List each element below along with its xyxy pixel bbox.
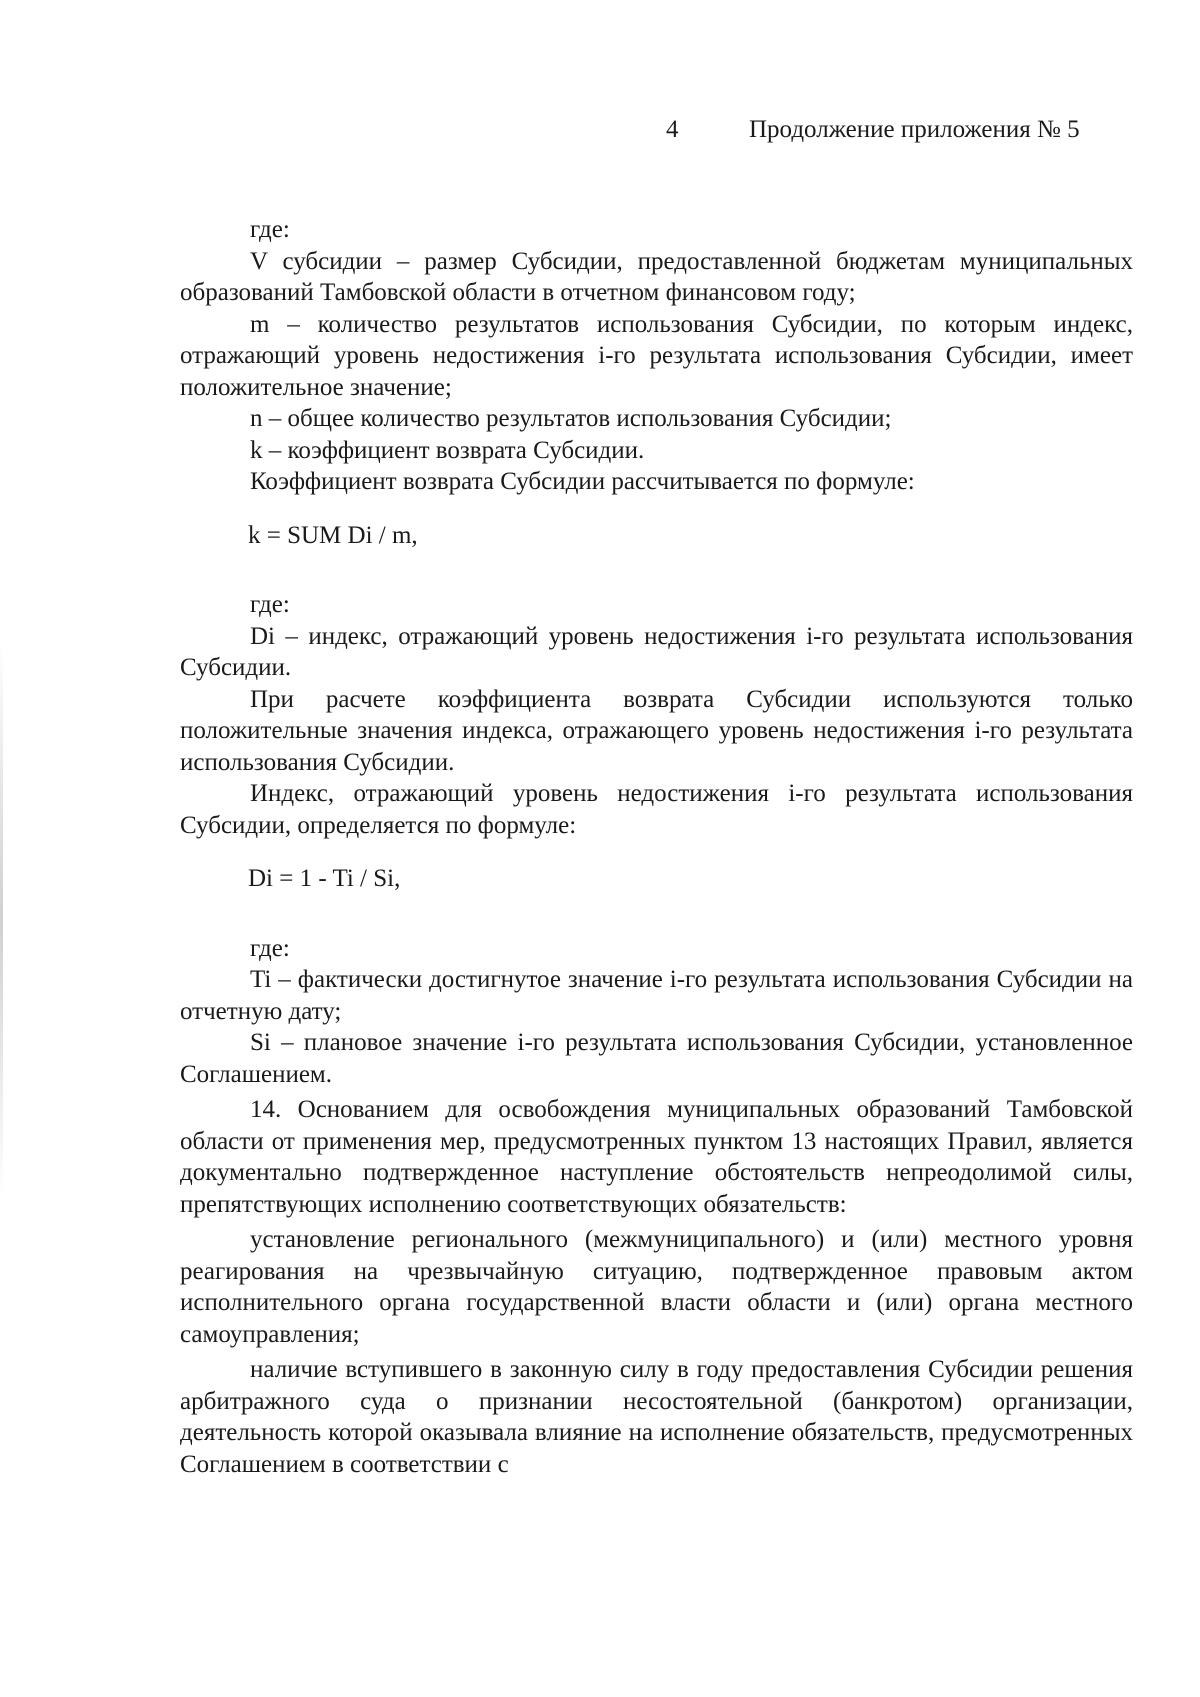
definition-v: V субсидии – размер Субсидии, предоставленной бюджетам муниципальных образований Тамбовской области в отчетном финансовом году;	[180, 247, 1133, 306]
definition-n: n – общее количество результатов использования Субсидии;	[250, 405, 892, 432]
scan-edge-shadow	[0, 640, 3, 1200]
positive-values-note: При расчете коэффициента возврата Субсидии используются только положительные значения индекса, отражающего уровень недостижения i-го результата использования Субсидии.	[180, 685, 1133, 776]
paragraph-14-item-bankruptcy: наличие вступившего в законную силу в году предоставления Субсидии решения арбитражного суда о признании несостоятельной (банкротом) организации, деятельность которой оказывала влияние на исполнение обязательств, предусмотренных Соглашением в соответствии с	[180, 1356, 1133, 1478]
definition-ti: Ti – фактически достигнутое значение i-го результата использования Субсидии на отчетную дату;	[180, 966, 1133, 1025]
document-body	[180, 214, 1133, 1480]
formula-di: Di = 1 - Ti / Si,	[248, 865, 401, 892]
page-number: 4	[666, 116, 679, 143]
di-formula-intro: Индекс, отражающий уровень недостижения i-го результата использования Субсидии, определяется по формуле:	[180, 780, 1133, 839]
definition-di: Di – индекс, отражающий уровень недостижения i-го результата использования Субсидии.	[180, 622, 1133, 681]
appendix-continuation-title: Продолжение приложения № 5	[749, 116, 1080, 143]
where-label: где:	[250, 934, 290, 962]
paragraph-14: 14. Основанием для освобождения муниципальных образований Тамбовской области от применения мер, предусмотренных пунктом 13 настоящих Правил, является документально подтвержденное наступление обстоятельств непреодолимой силы, препятствующих исполнению соответствующих обязательств:	[180, 1096, 1133, 1218]
page-header	[0, 116, 1200, 156]
k-formula-intro: Коэффициент возврата Субсидии рассчитывается по формуле:	[250, 468, 915, 495]
where-label: где:	[250, 591, 290, 618]
where-label: где:	[250, 216, 290, 243]
paragraph-14-item-emergency: установление регионального (межмуниципального) и (или) местного уровня реагирования на чрезвычайную ситуацию, подтвержденное правовым актом исполнительного органа государственной власти области и (или) органа местного самоуправления;	[180, 1226, 1133, 1348]
definition-si: Si – плановое значение i-го результата использования Субсидии, установленное Соглашением.	[180, 1029, 1133, 1088]
definition-m: m – количество результатов использования Субсидии, по которым индекс, отражающий уровень недостижения i-го результата использования Субсидии, имеет положительное значение;	[180, 310, 1133, 401]
formula-k: k = SUM Di / m,	[248, 521, 418, 549]
definition-k: k – коэффициент возврата Субсидии.	[250, 436, 645, 464]
